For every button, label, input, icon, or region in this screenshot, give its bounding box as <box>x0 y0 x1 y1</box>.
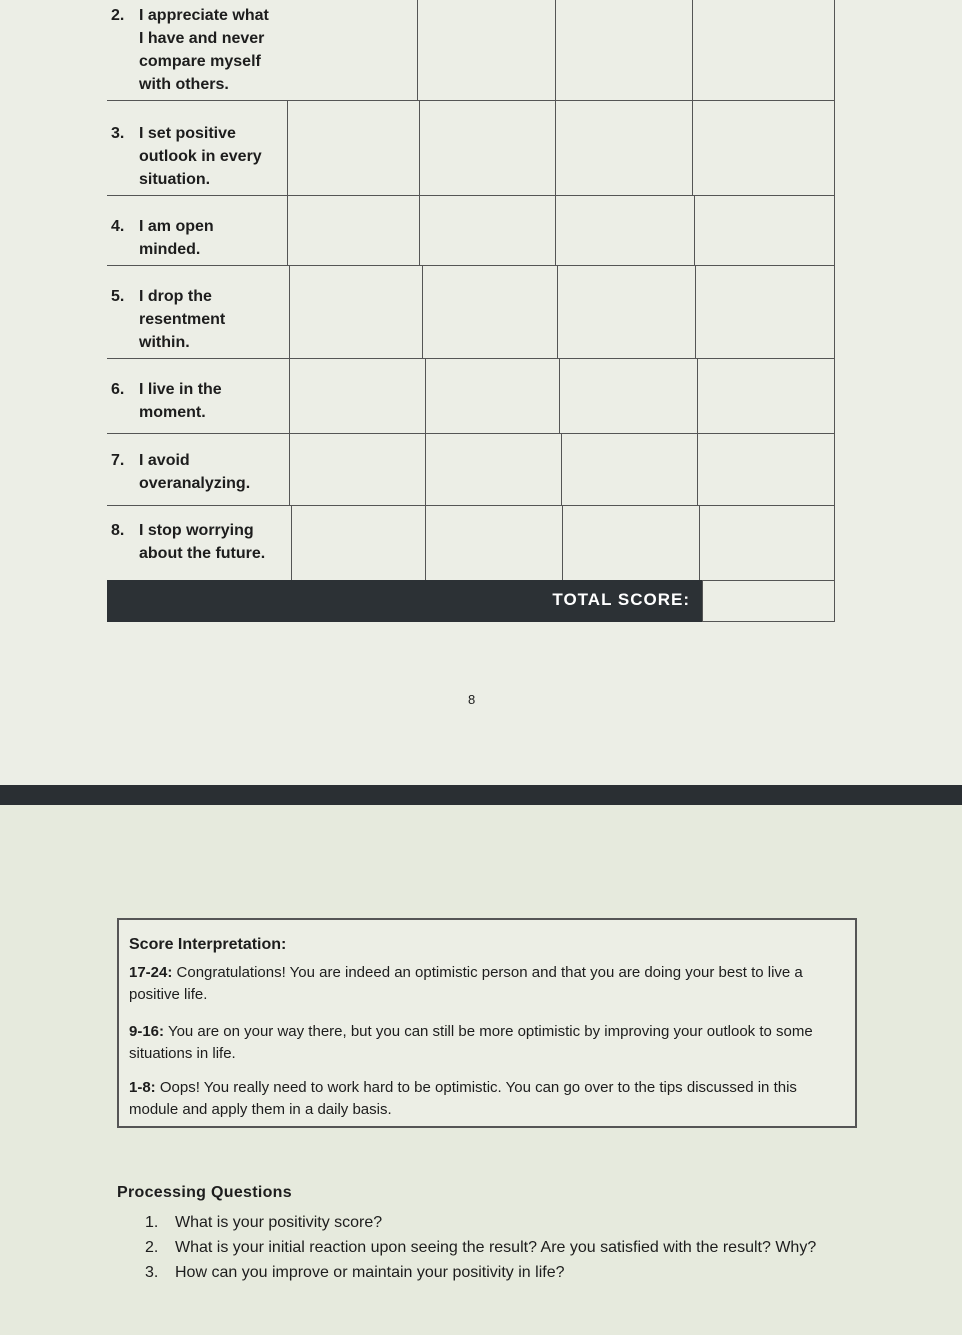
statement-text <box>111 449 250 495</box>
score-cell[interactable] <box>559 358 560 433</box>
statement-number: 2. <box>111 7 125 24</box>
statement-line: I live in the <box>139 381 222 398</box>
statement-number: 3. <box>111 125 125 142</box>
page-number: 8 <box>468 692 476 707</box>
score-cell[interactable] <box>561 433 562 505</box>
table-row <box>107 0 835 101</box>
question-number: 2. <box>145 1239 159 1256</box>
statement-line: I set positive <box>139 125 236 142</box>
total-score-bar <box>107 580 702 622</box>
score-cell[interactable] <box>425 505 426 580</box>
score-cell[interactable] <box>555 100 556 195</box>
score-cell[interactable] <box>695 265 696 358</box>
list-item <box>145 1235 865 1260</box>
score-cell[interactable] <box>699 505 700 580</box>
score-range: 1-8: <box>129 1079 156 1096</box>
score-cell[interactable] <box>289 358 290 433</box>
statement-line: minded. <box>139 241 201 258</box>
statement-number: 7. <box>111 452 125 469</box>
score-cell[interactable] <box>291 505 292 580</box>
table-row <box>107 358 835 434</box>
table-row <box>107 195 835 266</box>
statement-line: I drop the <box>139 288 212 305</box>
score-cell[interactable] <box>697 433 698 505</box>
interpretation-text: You are on your way there, but you can still be more optimistic by improving your outlook to some situations in life. <box>129 1023 813 1062</box>
statement-line: overanalyzing. <box>139 475 251 492</box>
interpretation-text: Oops! You really need to work hard to be optimistic. You can go over to the tips discussed in this module and apply them in a daily basis. <box>129 1079 797 1118</box>
score-table <box>107 0 835 625</box>
question-number: 1. <box>145 1214 159 1231</box>
question-number: 3. <box>145 1264 159 1281</box>
question-text: What is your initial reaction upon seeing the result? Are you satisfied with the result? Why? <box>175 1239 817 1256</box>
statement-number: 6. <box>111 381 125 398</box>
statement-line: moment. <box>139 404 206 421</box>
total-score-field[interactable] <box>702 580 835 622</box>
table-row <box>107 505 835 581</box>
statement-line: resentment <box>139 311 226 328</box>
total-score-label: TOTAL SCORE: <box>552 590 690 609</box>
statement-text <box>111 122 262 191</box>
statement-line: I have and never <box>139 30 265 47</box>
statement-text <box>111 4 269 96</box>
interpretation-item <box>129 1077 837 1121</box>
score-cell[interactable] <box>417 0 418 100</box>
statement-number: 5. <box>111 288 125 305</box>
statement-line: compare myself <box>139 53 261 70</box>
score-cell[interactable] <box>555 0 556 100</box>
score-cell[interactable] <box>557 265 558 358</box>
score-range: 17-24: <box>129 964 173 981</box>
score-range: 9-16: <box>129 1023 165 1040</box>
score-cell[interactable] <box>422 265 423 358</box>
score-cell[interactable] <box>289 265 290 358</box>
statement-line: I stop worrying <box>139 522 254 539</box>
score-cell[interactable] <box>425 433 426 505</box>
statement-line: about the future. <box>139 545 266 562</box>
score-cell[interactable] <box>692 100 693 195</box>
table-row <box>107 433 835 506</box>
score-cell[interactable] <box>562 505 563 580</box>
table-row <box>107 265 835 359</box>
statement-text <box>111 519 265 565</box>
statement-number: 4. <box>111 218 125 235</box>
score-cell[interactable] <box>692 0 693 100</box>
statement-text <box>111 215 214 261</box>
statement-text <box>111 378 222 424</box>
processing-questions-list <box>145 1210 865 1285</box>
question-text: How can you improve or maintain your positivity in life? <box>175 1264 565 1281</box>
statement-line: I am open <box>139 218 214 235</box>
interpretation-title: Score Interpretation: <box>129 936 287 953</box>
processing-questions-title: Processing Questions <box>117 1184 292 1201</box>
score-cell[interactable] <box>287 100 288 195</box>
question-text: What is your positivity score? <box>175 1214 383 1231</box>
statement-line: I avoid <box>139 452 190 469</box>
interpretation-item <box>129 962 837 1006</box>
statement-text <box>111 285 225 354</box>
page-divider <box>0 785 962 805</box>
score-cell[interactable] <box>697 358 698 433</box>
interpretation-item <box>129 1021 837 1065</box>
statement-line: outlook in every <box>139 148 262 165</box>
score-cell[interactable] <box>289 433 290 505</box>
score-cell[interactable] <box>287 195 288 265</box>
score-interpretation-box <box>117 918 857 1128</box>
list-item <box>145 1260 865 1285</box>
score-cell[interactable] <box>425 358 426 433</box>
statement-line: situation. <box>139 171 211 188</box>
score-cell[interactable] <box>555 195 556 265</box>
statement-line: within. <box>139 334 190 351</box>
score-cell[interactable] <box>419 195 420 265</box>
table-row <box>107 100 835 196</box>
list-item <box>145 1210 865 1235</box>
statement-line: I appreciate what <box>139 7 269 24</box>
statement-number: 8. <box>111 522 125 539</box>
interpretation-text: Congratulations! You are indeed an optimistic person and that you are doing your best to live a positive life. <box>129 964 803 1003</box>
score-cell[interactable] <box>419 100 420 195</box>
statement-line: with others. <box>139 76 229 93</box>
score-cell[interactable] <box>694 195 695 265</box>
